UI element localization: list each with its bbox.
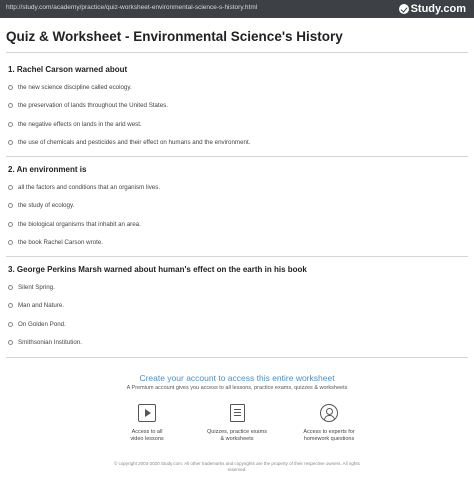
feature-video-lessons	[102, 404, 192, 443]
question-2: 2. An environment is	[8, 165, 87, 174]
option-label: the new science discipline called ecology.	[18, 83, 132, 91]
radio-button[interactable]	[8, 303, 13, 308]
radio-button[interactable]	[8, 240, 13, 245]
study-logo-icon	[399, 4, 409, 14]
radio-button[interactable]	[8, 103, 13, 108]
q2-option-d[interactable]	[8, 237, 103, 247]
radio-button[interactable]	[8, 185, 13, 190]
option-label: the study of ecology.	[18, 201, 75, 209]
feature-label: Quizzes, practice exams & worksheets	[207, 429, 267, 442]
feature-label: Access to experts for homework questions	[303, 429, 355, 442]
title-divider	[6, 52, 468, 53]
q1-option-c[interactable]	[8, 119, 142, 129]
question-divider	[6, 156, 468, 157]
option-label: Smithsonian Institution.	[18, 338, 82, 346]
feature-experts	[284, 404, 374, 443]
q3-option-b[interactable]	[8, 300, 64, 310]
q1-option-a[interactable]	[8, 82, 132, 92]
study-logo-text: Study.com	[410, 3, 466, 15]
q1-option-d[interactable]	[8, 137, 250, 147]
option-label: the use of chemicals and pesticides and their effect on humans and the environment.	[18, 138, 251, 146]
radio-button[interactable]	[8, 340, 13, 345]
option-label: the negative effects on lands in the arid west.	[18, 120, 142, 128]
study-logo[interactable]	[399, 2, 466, 16]
premium-description: A Premium account gives you access to all lessons, practice exams, quizzes & worksheets	[126, 385, 348, 391]
q3-option-d[interactable]	[8, 337, 82, 347]
q1-option-b[interactable]	[8, 100, 168, 110]
radio-button[interactable]	[8, 140, 13, 145]
option-label: the biological organisms that inhabit an area.	[18, 220, 141, 228]
question-3: 3. George Perkins Marsh warned about human's effect on the earth in his book	[8, 265, 307, 274]
question-divider	[6, 357, 468, 358]
q2-option-c[interactable]	[8, 219, 141, 229]
q2-option-b[interactable]	[8, 200, 74, 210]
question-divider	[6, 256, 468, 257]
copyright-footer: © copyright 2003-2020 Study.com. All other trademarks and copyrights are the property of their respective owners. All rights reserved.	[114, 461, 360, 472]
page-url[interactable]: http://study.com/academy/practice/quiz-worksheet-environmental-science-s-history.html	[6, 4, 258, 11]
option-label: all the factors and conditions that an organism lives.	[18, 183, 161, 191]
feature-quizzes	[192, 404, 282, 443]
radio-button[interactable]	[8, 285, 13, 290]
option-label: On Golden Pond.	[18, 320, 66, 328]
radio-button[interactable]	[8, 322, 13, 327]
radio-button[interactable]	[8, 122, 13, 127]
option-label: the book Rachel Carson wrote.	[18, 238, 103, 246]
q3-option-a[interactable]	[8, 282, 55, 292]
option-label: the preservation of lands throughout the United States.	[18, 101, 168, 109]
q3-option-c[interactable]	[8, 319, 66, 329]
radio-button[interactable]	[8, 85, 13, 90]
page-title: Quiz & Worksheet - Environmental Science's History	[6, 29, 343, 44]
expert-icon	[320, 404, 338, 422]
create-account-link[interactable]: Create your account to access this entire worksheet	[139, 373, 335, 383]
question-1: 1. Rachel Carson warned about	[8, 65, 128, 74]
radio-button[interactable]	[8, 203, 13, 208]
option-label: Man and Nature.	[18, 301, 65, 309]
quiz-worksheet-icon	[230, 404, 245, 422]
q2-option-a[interactable]	[8, 182, 160, 192]
feature-label: Access to all video lessons	[130, 429, 164, 442]
top-bar	[0, 0, 474, 18]
option-label: Silent Spring.	[18, 283, 55, 291]
video-lesson-icon	[138, 404, 156, 422]
radio-button[interactable]	[8, 222, 13, 227]
